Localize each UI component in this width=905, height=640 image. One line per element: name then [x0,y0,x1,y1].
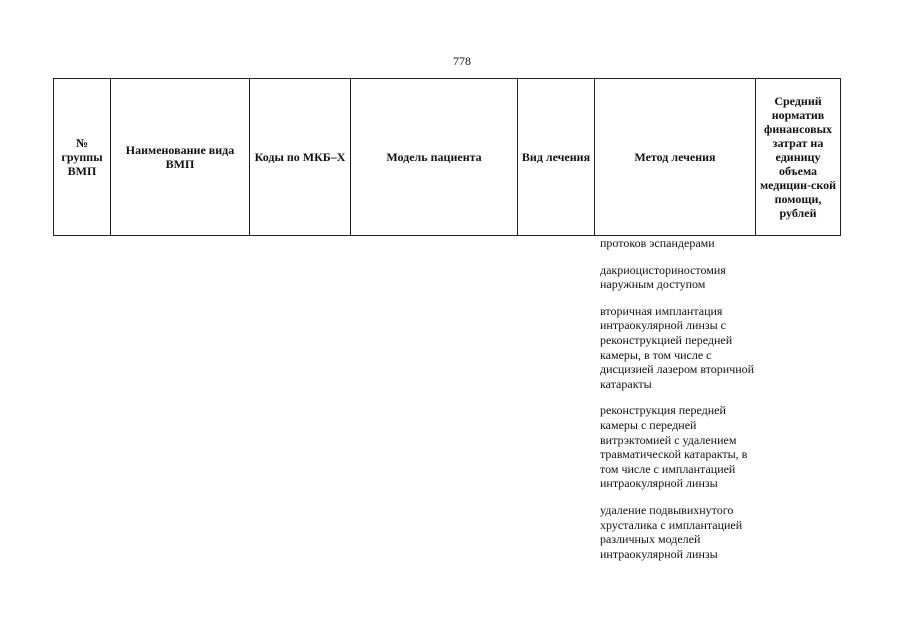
treatment-methods-list [600,236,760,561]
header-group-number: № группы ВМП [54,79,111,236]
header-row [54,79,841,236]
method-item: реконструкция передней камеры с передней витрэктомией с удалением травматической катаракты, в том числе с имплантацией интраокулярной линзы [600,403,748,491]
header-treatment-type: Вид лечения [518,79,595,236]
method-item: вторичная имплантация интраокулярной линзы с реконструкцией передней камеры, в том числе с дисцизией лазером вторичной катаракты [600,303,755,391]
header-icd-codes: Коды по МКБ–Х [250,79,351,236]
method-item: протоков эспандерами [600,236,715,250]
page-number: 778 [453,54,471,68]
header-treatment-method: Метод лечения [595,79,756,236]
header-avg-cost: Средний норматив финансовых затрат на единицу объема медицин-ской помощи, рублей [756,79,841,236]
header-table [53,78,841,236]
header-patient-model: Модель пациента [351,79,518,236]
method-item: дакриоцисториностомия наружным доступом [600,262,726,292]
method-item: удаление подвывихнутого хрусталика с имплантацией различных моделей интраокулярной линзы [600,502,743,561]
header-vmp-name: Наименование вида ВМП [111,79,250,236]
